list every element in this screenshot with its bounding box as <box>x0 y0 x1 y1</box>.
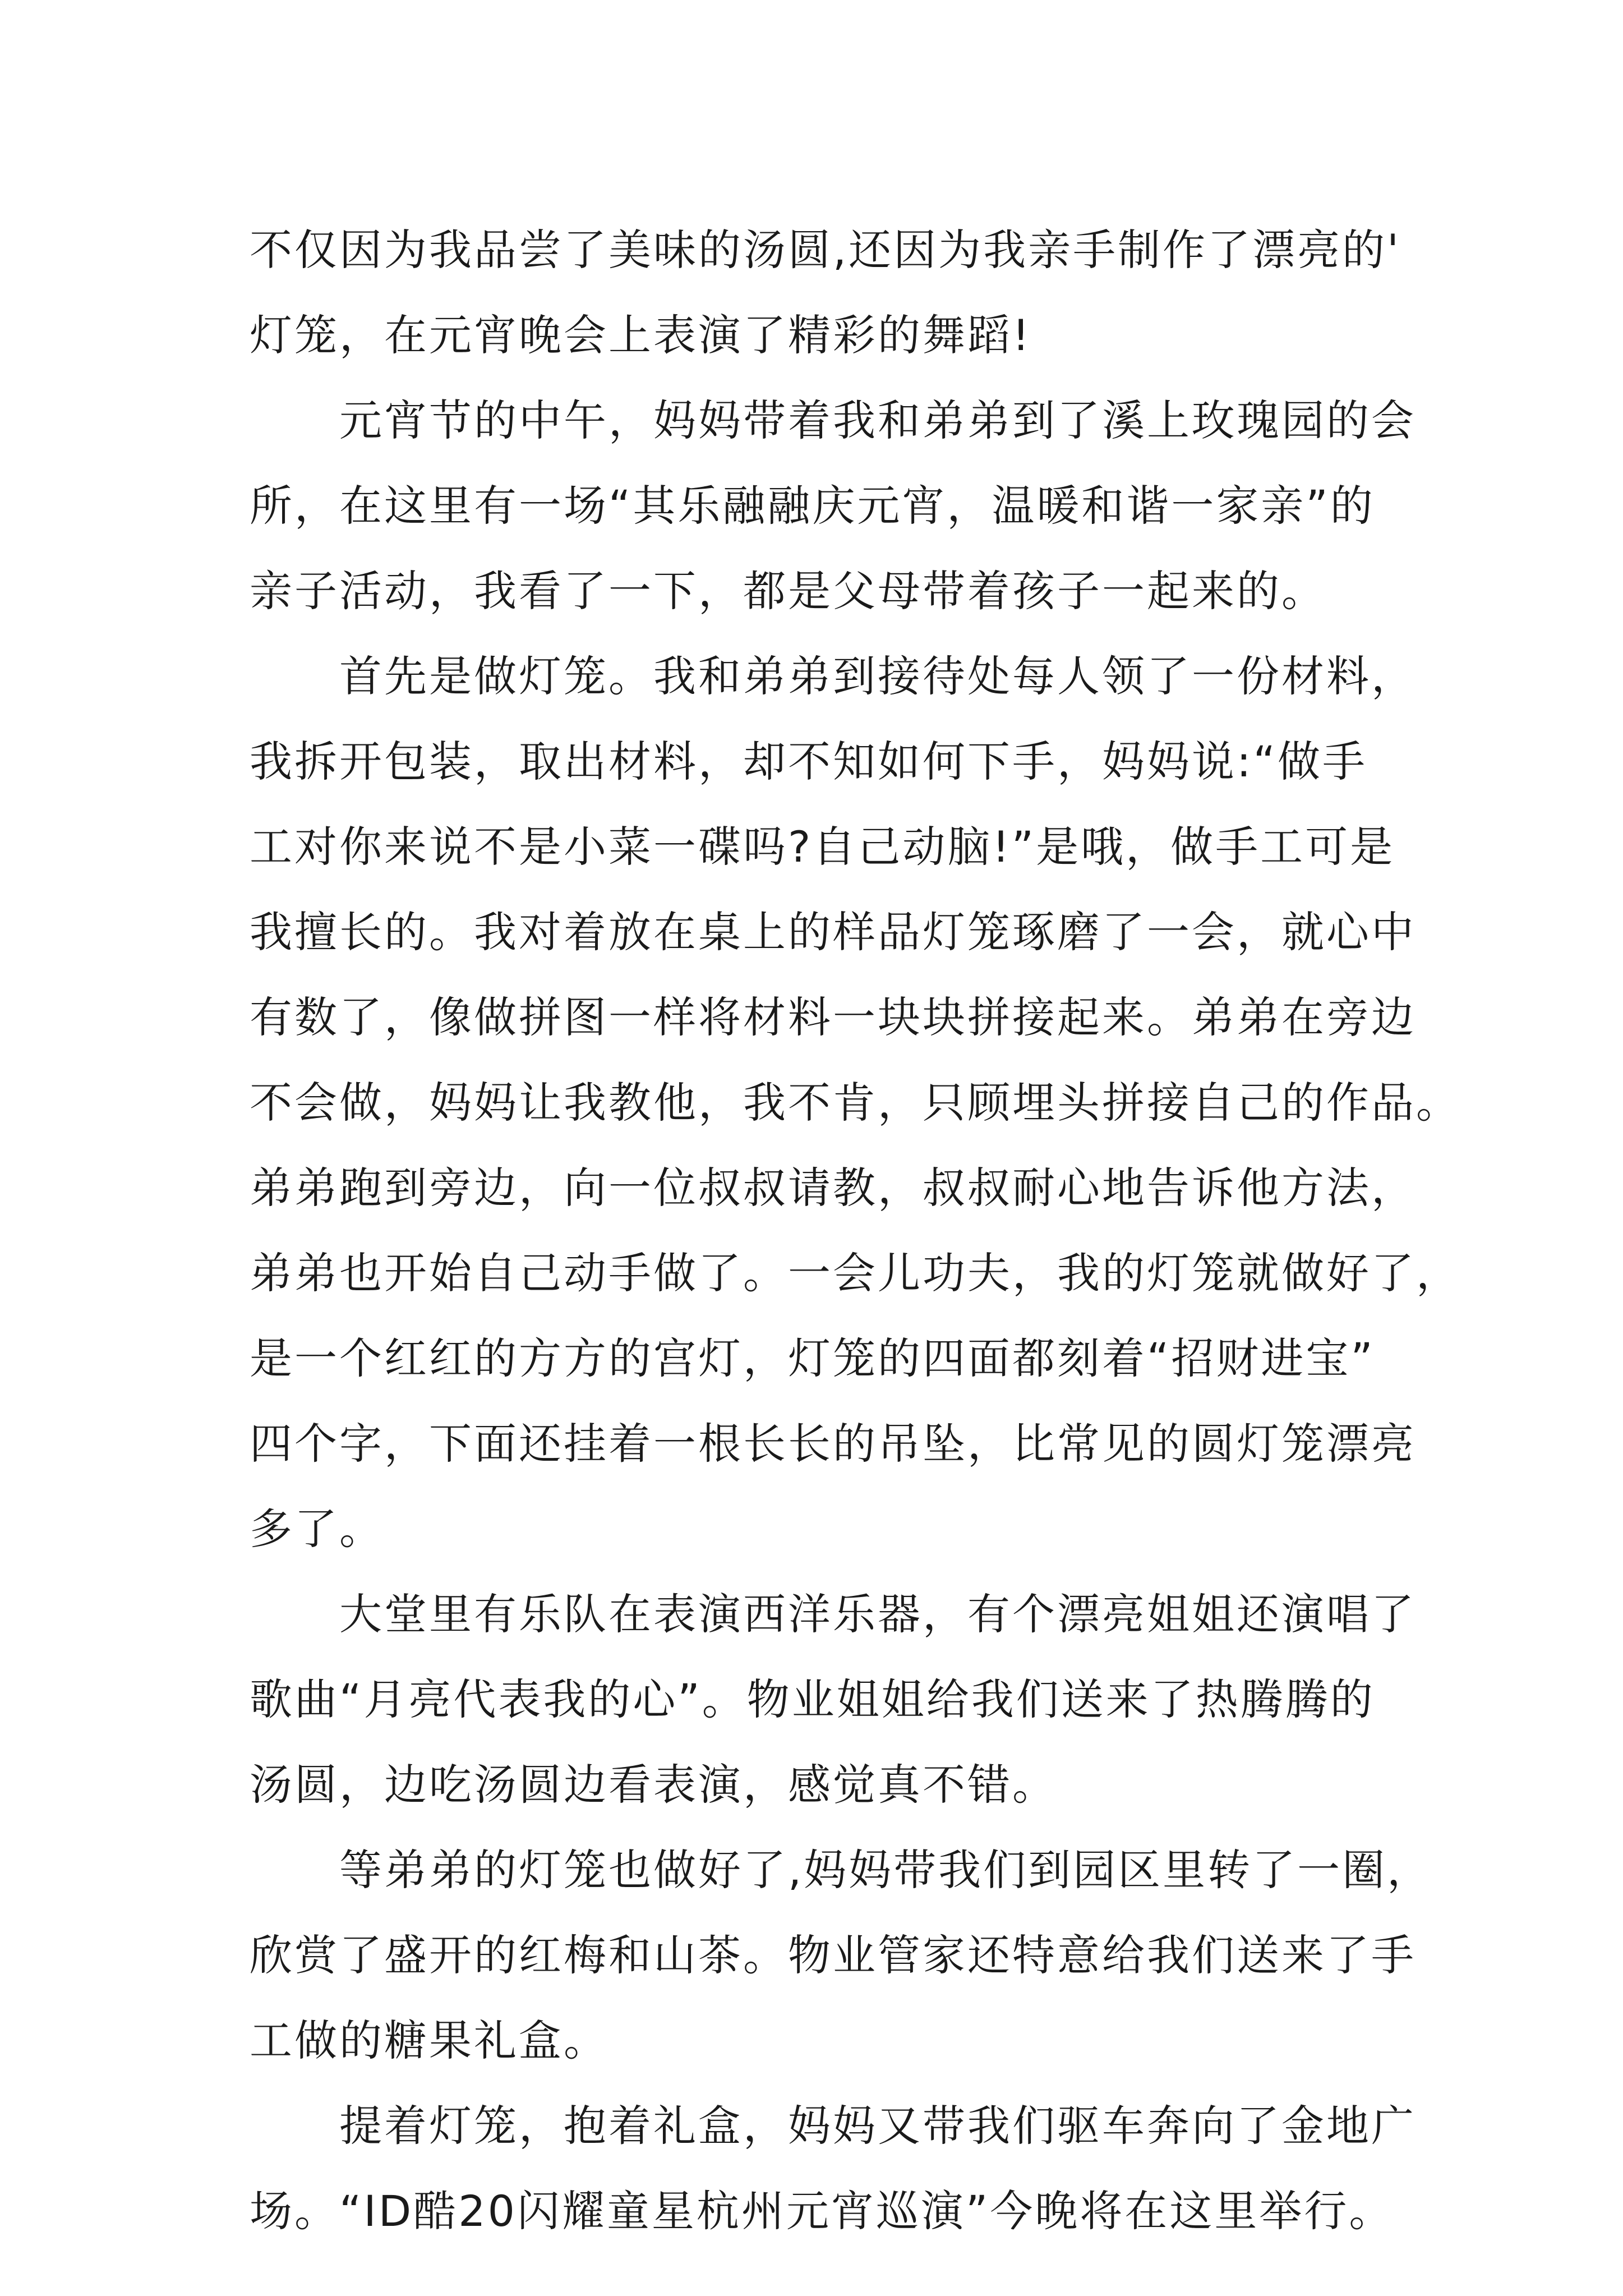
text-line: 弟弟跑到旁边，向一位叔叔请教，叔叔耐心地告诉他方法， <box>250 1163 1416 1213</box>
text-line: 所，在这里有一场“其乐融融庆元宵，温暖和谐一家亲”的 <box>250 481 1375 531</box>
paragraph <box>250 634 1461 1572</box>
text-line: 汤圆，边吃汤圆边看表演，感觉真不错。 <box>250 1760 1057 1810</box>
text-line: 弟弟也开始自己动手做了。一会儿功夫，我的灯笼就做好了， <box>250 1248 1461 1298</box>
text-line: 元宵节的中午，妈妈带着我和弟弟到了溪上玫瑰园的会 <box>339 395 1416 445</box>
text-line: 工做的糖果礼盒。 <box>250 2016 608 2065</box>
text-line: 提着灯笼，抱着礼盒，妈妈又带我们驱车奔向了金地广 <box>339 2101 1416 2151</box>
paragraph <box>250 208 1416 378</box>
paragraph <box>250 1572 1416 1828</box>
text-line: 不仅因为我品尝了美味的汤圆,还因为我亲手制作了漂亮的' <box>250 225 1401 275</box>
text-line: 歌曲“月亮代表我的心”。物业姐姐给我们送来了热腾腾的 <box>250 1674 1375 1724</box>
paragraph <box>250 2083 1416 2254</box>
text-line: 首先是做灯笼。我和弟弟到接待处每人领了一份材料， <box>339 651 1416 701</box>
text-line: 欣赏了盛开的红梅和山茶。物业管家还特意给我们送来了手 <box>250 1930 1416 1980</box>
text-line: 四个字，下面还挂着一根长长的吊坠，比常见的圆灯笼漂亮 <box>250 1419 1416 1469</box>
paragraph <box>250 378 1416 634</box>
text-line: 工对你来说不是小菜一碟吗?自己动脑!”是哦，做手工可是 <box>250 822 1395 872</box>
text-line: 场。“ID酷20闪耀童星杭州元宵巡演”今晚将在这里举行。 <box>250 2186 1394 2236</box>
text-line: 我拆开包装，取出材料，却不知如何下手，妈妈说:“做手 <box>250 737 1367 786</box>
text-line: 亲子活动，我看了一下，都是父母带着孩子一起来的。 <box>250 566 1326 616</box>
text-line: 是一个红红的方方的宫灯，灯笼的四面都刻着“招财进宝” <box>250 1333 1375 1383</box>
text-line: 不会做，妈妈让我教他，我不肯，只顾埋头拼接自己的作品。 <box>250 1078 1461 1128</box>
text-line: 有数了，像做拼图一样将材料一块块拼接起来。弟弟在旁边 <box>250 992 1416 1042</box>
text-line: 我擅长的。我对着放在桌上的样品灯笼琢磨了一会，就心中 <box>250 907 1416 957</box>
text-line: 灯笼，在元宵晚会上表演了精彩的舞蹈! <box>250 310 1032 360</box>
text-line: 多了。 <box>250 1504 384 1554</box>
text-line: 等弟弟的灯笼也做好了,妈妈带我们到园区里转了一圈， <box>339 1845 1432 1895</box>
paragraph <box>250 1828 1432 2083</box>
document-body <box>250 208 1461 2254</box>
text-line: 大堂里有乐队在表演西洋乐器，有个漂亮姐姐还演唱了 <box>339 1589 1416 1639</box>
